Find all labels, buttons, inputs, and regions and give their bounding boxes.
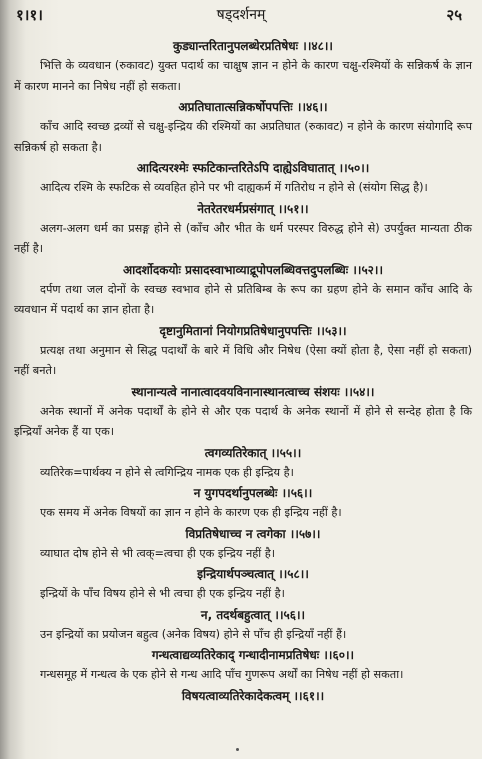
page-header [0, 5, 482, 27]
sutra-51: नेतरेतरधर्मप्रसंगात् ।।५१।। [197, 201, 309, 216]
sutra-58: इन्द्रियार्थपञ्चत्वात् ।।५८।। [197, 567, 309, 581]
chapter-reference: १।१। [16, 6, 43, 24]
page-bottom-mark [236, 748, 239, 751]
sutra-48: कुड्यान्तरितानुपलब्धेरप्रतिषेधः ।।४८।। [173, 39, 333, 53]
sutra-60: गन्धत्वाद्यव्यतिरेकाद् गन्धादीनामप्रतिषेधः ।।६०।। [151, 648, 355, 662]
sutra-50: आदित्यरश्मेः स्फटिकान्तरितेऽपि दाह्येऽविघातात् ।।५०।। [136, 161, 370, 175]
commentary-59: उन इन्द्रियों का प्रयोजन बहुत्व (अनेक विषय) होने से पाँच ही इन्द्रियाँ नहीं हैं। [40, 627, 347, 641]
sutra-49: अप्रतिघातात्सन्निकर्षोपपत्तिः ।।४६।। [178, 100, 328, 114]
sutra-54: स्थानान्यत्वे नानात्वादवयविनानास्थानत्वाच्च संशयः ।।५४।। [131, 384, 375, 399]
sutra-59: न, तदर्थबहुत्वात् ।।५६।। [200, 607, 306, 622]
commentary-58: इन्द्रियों के पाँच विषय होने से भी त्वचा ही एक इन्द्रिय नहीं है। [40, 587, 285, 600]
commentary-51: अलग-अलग धर्म का प्रसङ्ग होने से (काँच और भीत के धर्म परस्पर विरुद्ध होने से) उपर्युक्त मान्यता ठीक नहीं है। [14, 221, 472, 255]
commentary-60: गन्धसमूह में गन्धत्व के एक होने से गन्ध आदि पाँच गुणरूप अर्थों का निषेध नहीं हो सकता। [40, 668, 404, 681]
commentary-57: व्याघात दोष होने से भी त्वक्=त्वचा ही एक इन्द्रिय नहीं है। [40, 546, 276, 560]
commentary-50: आदित्य रश्मि के स्फटिक से व्यवहित होने पर भी दाह्यकर्म में गतिरोध न होने से (संयोग सिद्ध है)। [40, 181, 428, 194]
sutra-57: विप्रतिषेधाच्च न त्वगेका ।।५७।। [185, 526, 321, 541]
page-number: २५ [446, 6, 462, 24]
sutra-56: न युगपदर्थानुपलब्धेः ।।५६।। [193, 486, 313, 500]
commentary-56: एक समय में अनेक विषयों का ज्ञान न होने के कारण एक ही इन्द्रिय नहीं है। [40, 506, 342, 519]
commentary-49: काँच आदि स्वच्छ द्रव्यों से चक्षु-इन्द्रिय की रश्मियों का अप्रतिघात (रुकावट) न होने के कारण संयोगादि रूप सन्निकर्ष हो सकता है। [14, 120, 472, 154]
commentary-55: व्यतिरेक=पार्थक्य न होने से त्वगिन्द्रिय नामक एक ही इन्द्रिय है। [40, 465, 294, 479]
commentary-52: दर्पण तथा जल दोनों के स्वच्छ स्वभाव होने से प्रतिबिम्ब के रूप का ग्रहण होने के समान काँच आदि के व्यवधान में पदार्थ का ज्ञान होता है। [14, 282, 472, 316]
sutra-52: आदर्शोदकयोः प्रसादस्वाभाव्याद्रूपोपलब्धिवत्तदुपलब्धिः ।।५२।। [122, 262, 384, 277]
running-title: षड्दर्शनम् [216, 7, 266, 23]
commentary-54: अनेक स्थानों में अनेक पदार्थों के होने से और एक पदार्थ के अनेक स्थानों में होने से सन्देह होता है कि इन्द्रियाँ अनेक हैं या एक। [14, 404, 472, 438]
sutra-53: दृष्टानुमितानां नियोगप्रतिषेधानुपपत्तिः ।।५३।। [159, 323, 347, 338]
sutra-55: त्वगव्यतिरेकात् ।।५५।। [204, 445, 302, 460]
sutra-61: विषयत्वाव्यतिरेकादेकत्वम् ।।६१।। [181, 688, 325, 703]
commentary-53: प्रत्यक्ष तथा अनुमान से सिद्ध पदार्थों के बारे में विधि और निषेध (ऐसा क्यों होता है, ऐसा नहीं हो सकता) नहीं बनते। [14, 343, 472, 377]
commentary-48: भित्ति के व्यवधान (रुकावट) युक्त पदार्थ का चाक्षुष ज्ञान न होने के कारण चक्षु-रश्मियों के सन्निकर्ष के ज्ञान में कारण मानने का निषेध नहीं हो सकता। [14, 59, 472, 93]
page-body [0, 36, 482, 706]
